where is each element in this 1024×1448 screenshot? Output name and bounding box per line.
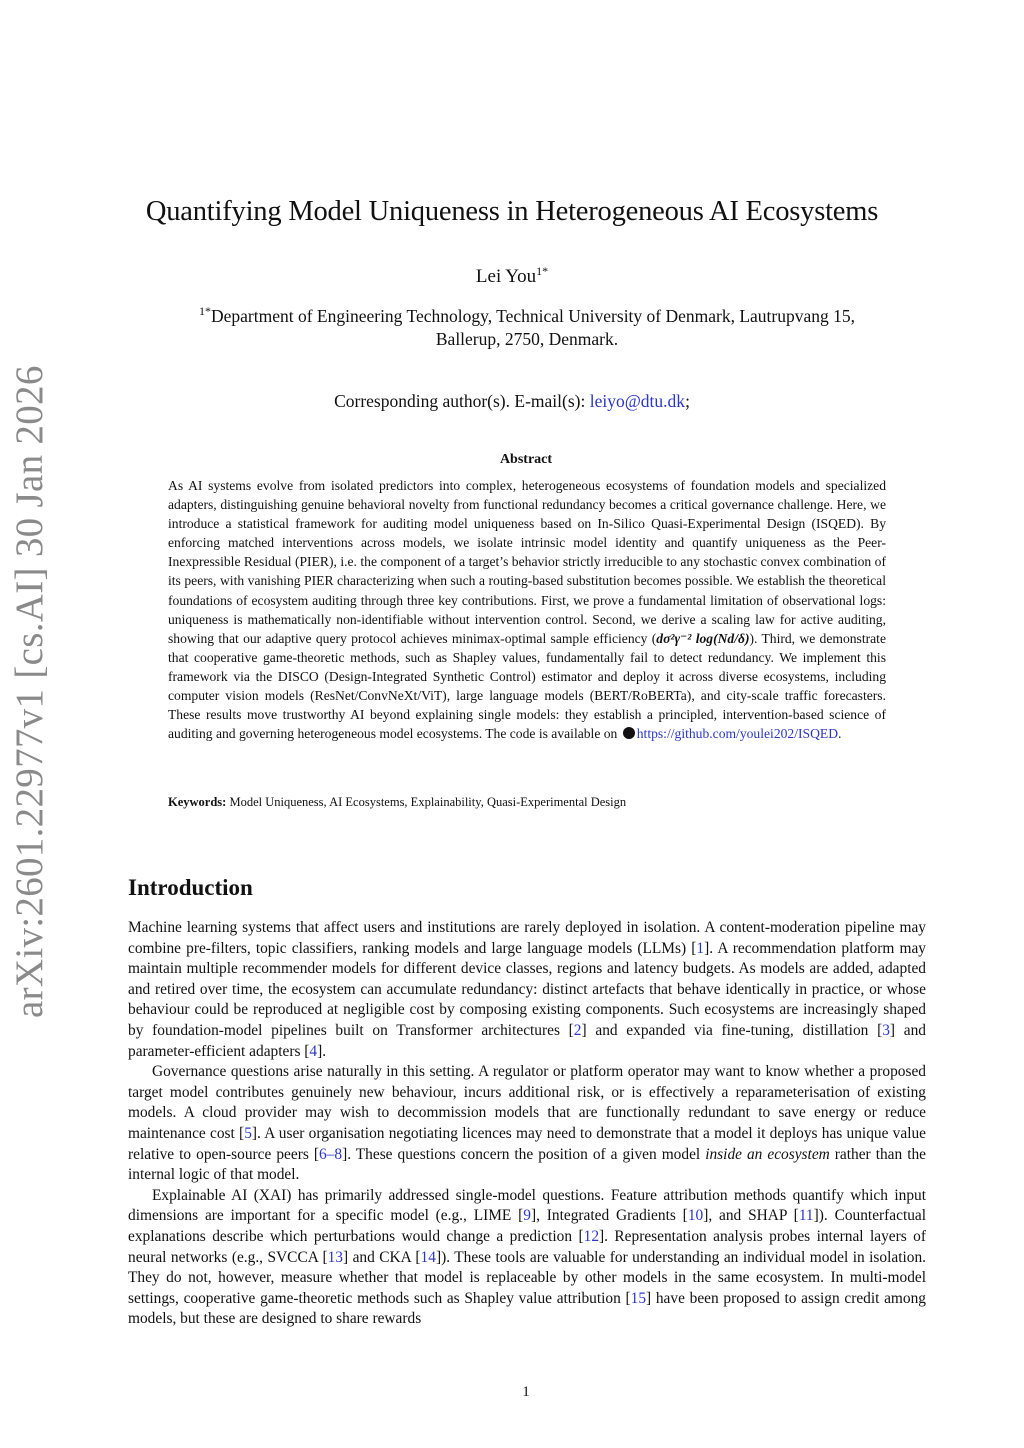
email-link[interactable]: leiyo@dtu.dk <box>589 391 686 411</box>
affiliation-line1: Department of Engineering Technology, Technical University of Denmark, Lautrupvang 15, <box>210 306 856 326</box>
abstract-heading: Abstract <box>499 452 553 467</box>
text-run: ] have been proposed to assign credit among models, but these are designed to share rewards <box>128 1289 926 1328</box>
emphasis: inside an ecosystem <box>705 1145 830 1163</box>
correspondence-suffix: ; <box>685 391 690 411</box>
text-run: Governance questions arise naturally in this setting. A regulator or platform operator may want to know whether a proposed target model contributes genuinely new behaviour, incurs additional risk, or is effectively a reparameterisation of existing models. A cloud provider may wish to decommission models that are functionally redundant to save energy or reduce maintenance cost [ <box>128 1063 926 1142</box>
citation-link[interactable]: 11 <box>798 1207 814 1225</box>
keywords-text: Model Uniqueness, AI Ecosystems, Explainability, Quasi-Experimental Design <box>226 795 627 809</box>
text-run: Machine learning systems that affect users and institutions are rarely deployed in isolation. A content-moderation pipeline may combine pre-filters, topic classifiers, ranking models and large language models (LLMs) [ <box>128 919 926 957</box>
paragraph <box>128 1186 926 1330</box>
text-run: ]. These questions concern the position of a given model <box>342 1145 706 1163</box>
citation-link[interactable]: 14 <box>420 1248 436 1266</box>
citation-link[interactable]: 9 <box>523 1207 531 1225</box>
text-run: rather than the internal logic of that model. <box>128 1145 927 1184</box>
citation-link[interactable]: 13 <box>327 1248 343 1266</box>
text-run: ]). Counterfactual explanations describe which perturbations would change a prediction [ <box>128 1207 927 1245</box>
correspondence-prefix: Corresponding author(s). E-mail(s): <box>334 391 590 411</box>
introduction-body <box>128 918 926 1330</box>
citation-link[interactable]: 10 <box>687 1207 704 1225</box>
text-run: ], and SHAP [ <box>703 1207 799 1225</box>
abstract-text-1: As AI systems evolve from isolated predictors into complex, heterogeneous ecosystems of foundation models and specialized adapters, distinguishing genuine behavioral novelty from functional redundancy becomes a critical governance challenge. Here, we introduce a statistical framework for auditing model uniqueness based on In-Silico Quasi-Experimental Design (ISQED). By enforcing matched interventions across models, we isolate intrinsic model identity and quantify uniqueness as the Peer-Inexpressible Residual (PIER), i.e. the component of a target’s behavior strictly irreducible to any stochastic convex combination of its peers, with vanishing PIER characterizing when such a routing-based substitution becomes possible. We establish the theoretical foundations of ecosystem auditing through three key contributions. First, we prove a fundamental limitation of observational logs: uniqueness is mathematically non-identifiable without intervention control. Second, we derive a scaling law for active auditing, showing that our adaptive query protocol achieves minimax-optimal sample efficiency ( <box>168 478 886 646</box>
author-mark: 1* <box>536 264 549 278</box>
abstract-text-3: . <box>838 726 842 742</box>
text-run: ]. A user organisation negotiating licences may need to demonstrate that a model it deploys has unique value relative to open-source peers [ <box>128 1124 926 1163</box>
text-run: ] and parameter-efficient adapters [ <box>128 1021 927 1060</box>
correspondence <box>0 391 1024 412</box>
citation-link[interactable]: 5 <box>244 1124 252 1142</box>
text-run: ]. A recommendation platform may maintain multiple recommender models for different device classes, regions and latency budgets. As models are added, adapted and retired over time, the ecosystem can accumulate redundancy: distinct artefacts that behave identically in practice, or whose behaviour could be reproduced at negligible cost by composing existing components. Such ecosystems are increasingly shaped by foundation-model pipelines built on Transformer architectures [ <box>128 939 926 1039</box>
text-run: ]. <box>317 1042 327 1060</box>
text-run: ] and CKA [ <box>342 1248 421 1266</box>
code-link[interactable]: https://github.com/youlei202/ISQED <box>636 726 839 742</box>
github-icon <box>623 727 635 739</box>
sample-efficiency-formula: dσ²γ⁻² log(Nd/δ) <box>656 630 750 646</box>
citation-link[interactable]: 6–8 <box>318 1145 343 1163</box>
citation-link[interactable]: 2 <box>573 1021 582 1039</box>
keywords <box>168 795 886 810</box>
text-run: ]. Representation analysis probes internal layers of neural networks (e.g., SVCCA [ <box>128 1227 926 1266</box>
author-name: Lei You <box>475 266 537 287</box>
text-run: Explainable AI (XAI) has primarily addressed single-model questions. Feature attribution methods quantify which input dimensions are important for a specific model (e.g., LIME [ <box>128 1186 926 1225</box>
paragraph <box>128 1062 926 1186</box>
keywords-label: Keywords: <box>168 795 227 809</box>
affiliation <box>150 300 904 351</box>
text-run: ], Integrated Gradients [ <box>530 1207 688 1225</box>
citation-link[interactable]: 4 <box>309 1042 318 1060</box>
page-number: 1 <box>522 1384 530 1400</box>
text-run: ] and expanded via fine-tuning, distillation [ <box>581 1021 883 1039</box>
citation-link[interactable]: 3 <box>882 1021 890 1039</box>
abstract-text-2: ). Third, we demonstrate that cooperative game-theoretic methods, such as Shapley values, fundamentally fail to detect redundancy. We implement this framework via the DISCO (Design-Integrated Synthetic Control) estimator and deploy it across diverse ecosystems, including computer vision models (ResNet/ConvNeXt/ViT), large language models (BERT/RoBERTa), and city-scale traffic forecasters. These results move trustworthy AI beyond explaining single models: they establish a principled, intervention-based science of auditing and governing heterogeneous model ecosystems. The code is available on <box>168 630 886 742</box>
paper-title: Quantifying Model Uniqueness in Heterogeneous AI Ecosystems <box>145 196 879 227</box>
citation-link[interactable]: 12 <box>583 1227 600 1245</box>
citation-link[interactable]: 15 <box>630 1289 647 1307</box>
text-run: ]). These tools are valuable for understanding an individual model in isolation. They do not, however, measure whether that model is replaceable by other models in the same ecosystem. In multi-model settings, cooperative game-theoretic methods such as Shapley value attribution [ <box>128 1248 927 1307</box>
affiliation-mark: 1* <box>198 304 211 318</box>
affiliation-line2: Ballerup, 2750, Denmark. <box>435 329 619 349</box>
citation-link[interactable]: 1 <box>696 939 705 957</box>
section-heading-introduction: Introduction <box>128 875 253 900</box>
paragraph <box>128 918 926 1062</box>
author-line <box>0 264 1024 288</box>
abstract-body <box>168 476 886 743</box>
arxiv-identifier: arXiv:2601.22977v1 [cs.AI] 30 Jan 2026 <box>8 365 51 1018</box>
